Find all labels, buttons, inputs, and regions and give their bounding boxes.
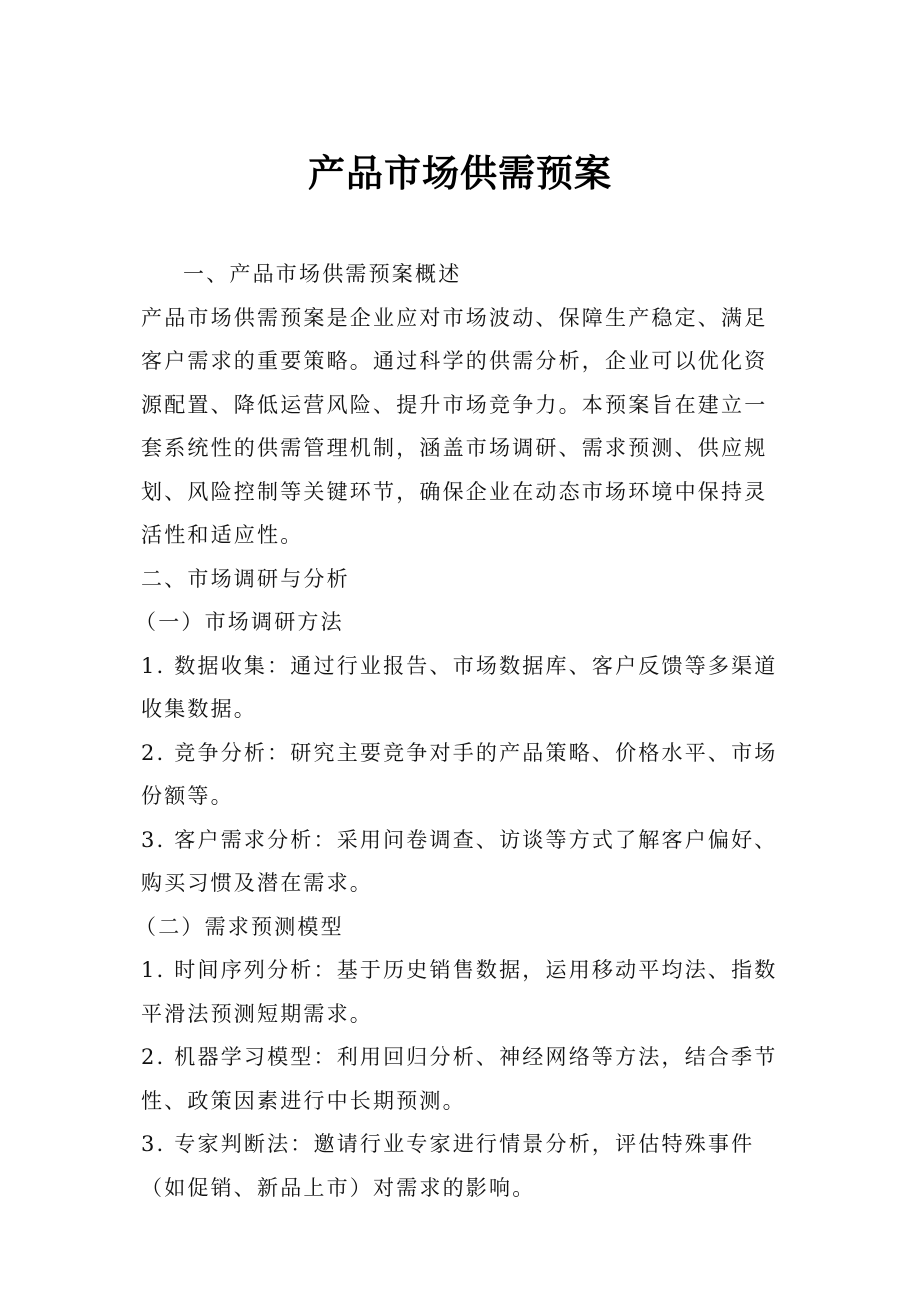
subsection-heading-forecast: （二）需求预测模型: [135, 914, 344, 939]
overview-paragraph: 产品市场供需预案是企业应对市场波动、保障生产稳定、满足客户需求的重要策略。通过科学的供需分析，企业可以优化资源配置、降低运营风险、提升市场竞争力。本预案旨在建立一套系统性的供需管理机制，涵盖市场调研、需求预测、供应规划、风险控制等关键环节，确保企业在动态市场环境中保持灵活性和适应性。: [141, 305, 768, 547]
list-item-time-series: 1. 时间序列分析：基于历史销售数据，运用移动平均法、指数平滑法预测短期需求。: [141, 958, 778, 1026]
document-title: 产品市场供需预案: [308, 152, 612, 195]
section-heading-research: 二、市场调研与分析: [141, 566, 350, 591]
list-item-customer-analysis: 3. 客户需求分析：采用问卷调查、访谈等方式了解客户偏好、购买习惯及潜在需求。: [141, 827, 778, 895]
list-item-machine-learning: 2. 机器学习模型：利用回归分析、神经网络等方法，结合季节性、政策因素进行中长期预测。: [141, 1045, 778, 1113]
list-item-data-collection: 1. 数据收集：通过行业报告、市场数据库、客户反馈等多渠道收集数据。: [141, 653, 778, 721]
section-heading-overview: 一、产品市场供需预案概述: [183, 262, 462, 286]
subsection-heading-methods: （一）市场调研方法: [135, 610, 344, 634]
list-item-expert-judgment: 3. 专家判断法：邀请行业专家进行情景分析，评估特殊事件（如促销、新品上市）对需求的影响。: [141, 1132, 755, 1200]
document-body: [135, 253, 781, 1210]
list-item-competition-analysis: 2. 竞争分析：研究主要竞争对手的产品策略、价格水平、市场份额等。: [141, 740, 778, 808]
